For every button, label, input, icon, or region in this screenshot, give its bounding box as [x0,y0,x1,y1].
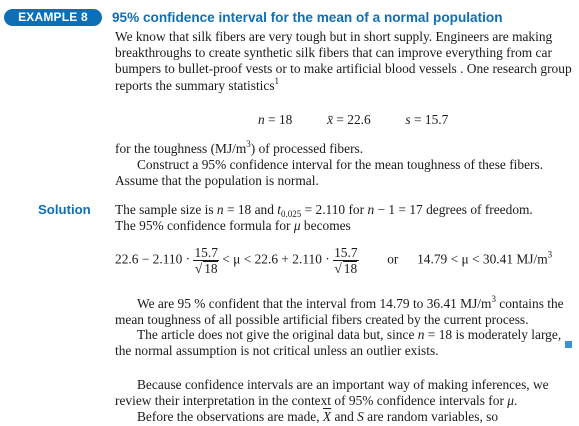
footnote-marker: 1 [274,75,280,86]
solution-label: Solution [38,202,91,217]
closing-line: Because confidence intervals are an important way of making inferences, we [137,377,549,392]
fraction: $\frac{15.7}{√ 18}$ [334,245,358,276]
article-paragraph [115,327,576,359]
task-line: Assume that the population is normal. [115,173,319,189]
intro-line: We know that silk fibers are very tough but in short supply. Engineers are making [115,29,553,44]
confident-line: We are 95 % confident that the interval from 14.79 to 36.41 $MJ/m^3$ contains the [137,294,564,311]
solution-line: The sample size is n = 18 and $t_{0.025} = 2.110$ for n − 1 = 17 degrees of freedom. [115,202,533,219]
solution-paragraph [115,202,574,234]
confidence-formula: 22.6 − 2.110 · $\frac{15.7}{√ 18}$ < μ < 22.6 + 2.110 · $\frac{15.7}{√ 18}$ or 14.79 < μ < 30.41 $MJ/m^3$ [115,245,553,276]
closing-line: Before the observations are made, $\overline{X}$ and S are random variables, so [137,409,499,425]
task-paragraph [115,157,574,189]
confident-line: mean toughness of all possible artificial fibers created by the current process. [115,312,529,328]
toughness-line: for the toughness $(MJ/m^3)$ of processed fibers. [115,139,364,156]
task-line: Construct a 95% confidence interval for the mean toughness of these fibers. [137,157,544,172]
example-badge: EXAMPLE 8 [4,9,102,26]
end-of-solution-marker [565,341,572,348]
intro-line: reports the summary statistics$^1$ [115,75,280,93]
intro-line: breakthroughs to create synthetic silk fibers that can improve everything from car [115,45,552,61]
intro-line: bumpers to bullet-proof vests or to make artificial blood vessels . One research group [115,61,572,77]
example-title: 95% confidence interval for the mean of a normal population [112,10,503,25]
closing-paragraph [115,377,576,426]
article-line: the normal assumption is not critical unless an outlier exists. [115,343,439,359]
summary-statistics: n = 18 x̄ = 22.6 s = 15.7 [258,112,449,127]
confident-paragraph [115,296,576,328]
article-line: The article does not give the original data but, since n = 18 is moderately large, [137,327,562,342]
closing-line: review their interpretation in the context of 95% confidence intervals for μ. [115,393,518,409]
solution-line: The 95% confidence formula for μ becomes [115,218,351,234]
intro-paragraph [115,29,574,94]
fraction: $\frac{15.7}{√ 18}$ [194,245,218,276]
